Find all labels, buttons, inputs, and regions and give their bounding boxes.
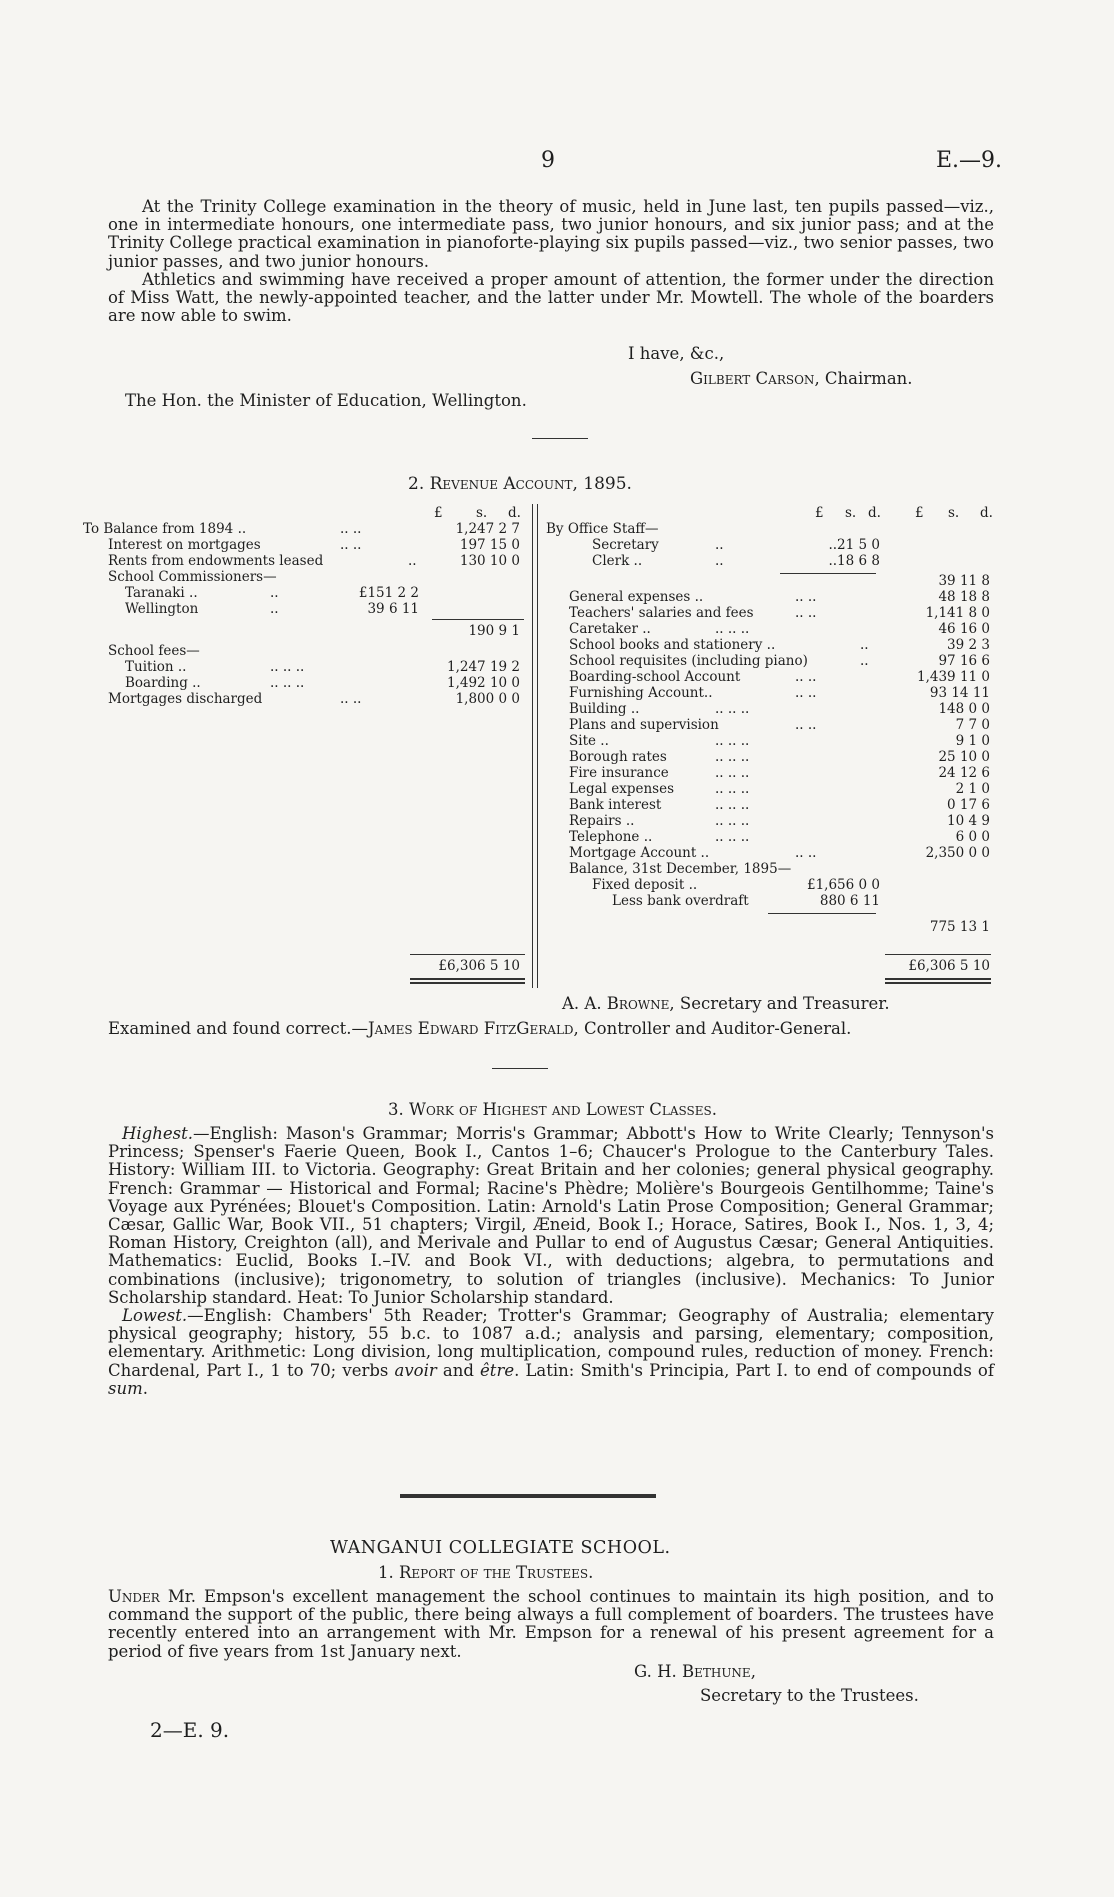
payment-dots: .. (860, 653, 869, 669)
receipt-dots: .. .. (340, 537, 362, 553)
payment-label: Clerk .. (592, 553, 643, 569)
payment-label: Site .. (569, 733, 609, 749)
payments-total-double-rule (885, 978, 991, 980)
receipt-label: Tuition .. (125, 659, 187, 675)
report-lead-word: Under (108, 1587, 160, 1606)
payments-subtotal-rule (768, 913, 876, 914)
treasurer-signature (562, 994, 890, 1013)
payment-dots: .. .. (795, 669, 817, 685)
payment-label: Fire insurance (569, 765, 669, 781)
lowest-class-text-continued: . Latin: Smith's Principia, Part I. to end of compounds of (514, 1360, 994, 1380)
payment-amount: 10 4 9 (947, 813, 990, 829)
payment-label: School requisites (including piano) (569, 653, 808, 669)
receipt-dots: .. (270, 601, 279, 617)
auditor-line (108, 1019, 851, 1038)
payment-dots: .. .. (795, 717, 817, 733)
lowest-class-end: . (142, 1378, 148, 1398)
receipt-dots: .. (408, 553, 417, 569)
receipt-dots: .. .. (340, 691, 362, 707)
payment-label: Repairs .. (569, 813, 635, 829)
payment-dots: .. .. (795, 685, 817, 701)
verb-etre: être (480, 1360, 515, 1380)
payment-amount: 0 17 6 (947, 797, 990, 813)
receipts-subtotal-rule (432, 619, 524, 620)
receipt-amount: 197 15 0 (459, 537, 520, 553)
payment-dots: .. .. (795, 845, 817, 861)
payments-total-rule (885, 954, 991, 955)
payment-label: Caretaker .. (569, 621, 651, 637)
chairman-role: , Chairman. (814, 369, 913, 388)
lowest-class-text: —English: Chambers' 5th Reader; Trotter's Grammar; Geography of Australia; elementary physical geography; history, 55 b.c. to 1087 a.d.; analysis and parsing, elementary; composition, elementary. Arithmetic: Long division, long multiplication, compound rules, reduction of money. French: Chardenal, Part I., 1 to 70; verbs (108, 1306, 994, 1380)
receipt-amount: 1,800 0 0 (455, 691, 520, 707)
trustees-report-paragraph (108, 1588, 994, 1661)
payment-dots: .. (860, 637, 869, 653)
treasurer-name: A. A. Browne (562, 994, 670, 1013)
work-section-title: 3. Work of Highest and Lowest Classes. (388, 1100, 717, 1119)
receipt-dots: .. (270, 585, 279, 601)
receipt-dots: .. .. .. (270, 675, 305, 691)
trustees-report-title: 1. Report of the Trustees. (378, 1563, 594, 1582)
payment-amount: 24 12 6 (938, 765, 990, 781)
lowest-class-paragraph (108, 1307, 994, 1398)
payment-label: Fixed deposit .. (592, 877, 698, 893)
payment-label: By Office Staff— (546, 521, 659, 537)
payment-dots: .. (715, 537, 724, 553)
receipts-shilling-header: s. (476, 505, 488, 521)
payments-pound-header-1: £ (815, 505, 824, 521)
payment-amount: 2,350 0 0 (925, 845, 990, 861)
payment-dots: .. .. .. (715, 829, 750, 845)
receipt-dots: .. .. .. (270, 659, 305, 675)
payment-label: Teachers' salaries and fees (569, 605, 754, 621)
payment-amount: 7 7 0 (955, 717, 990, 733)
closing-line: I have, &c., (628, 344, 725, 363)
payment-label: Mortgage Account .. (569, 845, 710, 861)
payment-label: Building .. (569, 701, 640, 717)
payment-dots: .. .. .. (715, 701, 750, 717)
payments-shilling-header-1: s. (845, 505, 857, 521)
payment-label: General expenses .. (569, 589, 704, 605)
sheet-mark: 2—E. 9. (150, 1718, 230, 1742)
payment-sub-amount: ..21 5 0 (828, 537, 880, 553)
receipt-label: Rents from endowments leased (108, 553, 324, 569)
payment-amount: 25 10 0 (938, 749, 990, 765)
column-rule (537, 504, 538, 988)
trustees-signatory: G. H. Bethune, (634, 1662, 756, 1681)
payment-label: Less bank overdraft (612, 893, 749, 909)
receipt-label: School fees— (108, 643, 200, 659)
payment-label: Plans and supervision (569, 717, 719, 733)
payment-amount: 1,439 11 0 (917, 669, 990, 685)
payment-dots: .. .. .. (715, 733, 750, 749)
payment-sub-amount: 880 6 11 (819, 893, 880, 909)
payment-label: Furnishing Account.. (569, 685, 713, 701)
payment-sub-amount: £1,656 0 0 (807, 877, 880, 893)
receipt-dots: .. .. (340, 521, 362, 537)
receipt-sub-amount: £151 2 2 (358, 585, 419, 601)
receipt-sub-amount: 39 6 11 (367, 601, 419, 617)
receipt-amount: 1,247 19 2 (447, 659, 520, 675)
receipt-amount: 190 9 1 (468, 623, 520, 639)
receipt-amount: 1,492 10 0 (447, 675, 520, 691)
payment-dots: .. .. .. (715, 781, 750, 797)
payment-amount: 97 16 6 (938, 653, 990, 669)
lowest-class-conjunction: and (436, 1360, 481, 1380)
school-heading: WANGANUI COLLEGIATE SCHOOL. (330, 1538, 671, 1558)
payment-amount: 48 18 8 (938, 589, 990, 605)
work-text (108, 1125, 994, 1398)
payment-label: School books and stationery .. (569, 637, 776, 653)
receipts-total: £6,306 5 10 (438, 958, 520, 974)
addressee: The Hon. the Minister of Education, Wellington. (125, 391, 527, 410)
receipts-total-double-rule (410, 982, 525, 984)
payment-dots: .. .. .. (715, 765, 750, 781)
highest-class-paragraph (108, 1125, 994, 1307)
payment-label: Secretary (592, 537, 659, 553)
payments-total: £6,306 5 10 (908, 958, 990, 974)
receipt-label: Mortgages discharged (108, 691, 263, 707)
payment-amount: 148 0 0 (938, 701, 990, 717)
payment-dots: .. .. .. (715, 813, 750, 829)
trustees-signatory-role: Secretary to the Trustees. (700, 1686, 919, 1705)
payment-sub-amount: ..18 6 8 (828, 553, 880, 569)
receipt-amount: 1,247 2 7 (455, 521, 520, 537)
treasurer-role: , Secretary and Treasurer. (669, 994, 890, 1013)
receipts-total-rule (410, 954, 525, 955)
payment-label: Telephone .. (569, 829, 653, 845)
payment-dots: .. .. .. (715, 749, 750, 765)
receipt-label: Wellington (125, 601, 199, 617)
payment-label: Boarding-school Account (569, 669, 741, 685)
receipt-label: Interest on mortgages (108, 537, 261, 553)
payment-dots: .. .. .. (715, 797, 750, 813)
payment-amount: 46 16 0 (938, 621, 990, 637)
payment-dots: .. .. .. (715, 621, 750, 637)
receipts-pence-header: d. (508, 505, 521, 521)
chairman-name: Gilbert Carson (690, 369, 815, 388)
payment-amount: 775 13 1 (929, 919, 990, 935)
payments-pence-header-1: d. (868, 505, 881, 521)
music-paragraph: At the Trinity College examination in the theory of music, held in June last, ten pupils passed—viz., one in intermediate honours, one intermediate pass, two junior honours, and six junior pass; and at the Trinity College practical examination in pianoforte-playing six pupils passed—viz., two senior passes, two junior passes, and two junior honours. (108, 197, 994, 271)
receipt-amount: 130 10 0 (459, 553, 520, 569)
payments-pence-header-2: d. (980, 505, 993, 521)
revenue-account-title: 2. Revenue Account, 1895. (408, 474, 632, 494)
payment-label: Legal expenses (569, 781, 675, 797)
verb-avoir: avoir (394, 1360, 437, 1380)
payment-dots: .. (715, 553, 724, 569)
auditor-name: James Edward FitzGerald (368, 1019, 574, 1038)
payment-dots: .. .. (795, 589, 817, 605)
receipts-pound-header: £ (434, 505, 443, 521)
payment-amount: 1,141 8 0 (925, 605, 990, 621)
report-body: Mr. Empson's excellent management the school continues to maintain its high position, and to command the support of the public, there being always a full complement of boarders. The trustees have recently entered into an arrangement with Mr. Empson for a renewal of his present agreement for a period of five years from 1st January next. (108, 1587, 994, 1661)
highest-label: Highest. (122, 1124, 193, 1143)
highest-class-text: —English: Mason's Grammar; Morris's Grammar; Abbott's How to Write Clearly; Tennyson's Princess; Spenser's Faerie Queen, Book I., Cantos 1–6; Chaucer's Prologue to the Canterbury Tales. History: William III. to Victoria. Geography: Great Britain and her colonies; general physical geography. French: Grammar — Historical and Formal; Racine's Phèdre; Molière's Bourgeois Gentilhomme; Taine's Voyage aux Pyrénées; Blouet's Composition. Latin: Arnold's Latin Prose Composition; General Grammar; Cæsar, Gallic War, Book VII., 51 chapters; Virgil, Æneid, Book I.; Horace, Satires, Book I., Nos. 1, 3, 4; Roman History, Creighton (all), and Merivale and Pullar to end of Augustus Cæsar; General Antiquities. Mathematics: Euclid, Books I.–IV. and Book VI., with deductions; algebra, to permutations and combinations (inclusive); trigonometry, to solution of triangles (inclusive). Mechanics: To Junior Scholarship standard. Heat: To Junior Scholarship standard. (108, 1124, 994, 1307)
payment-label: Balance, 31st December, 1895— (569, 861, 792, 877)
payment-dots: .. .. (795, 605, 817, 621)
auditor-role: , Controller and Auditor-General. (573, 1019, 852, 1038)
receipt-label: School Commissioners— (108, 569, 277, 585)
payment-label: Bank interest (569, 797, 662, 813)
payments-total-double-rule (885, 982, 991, 984)
payment-amount: 2 1 0 (955, 781, 990, 797)
receipt-label: Boarding .. (125, 675, 201, 691)
payment-amount: 93 14 11 (929, 685, 990, 701)
divider-short (492, 1068, 548, 1069)
payment-amount: 6 0 0 (955, 829, 990, 845)
payments-pound-header-2: £ (915, 505, 924, 521)
auditor-prefix: Examined and found correct.— (108, 1019, 369, 1038)
receipt-label: To Balance from 1894 .. (83, 521, 247, 537)
section-divider-thick (400, 1494, 656, 1498)
payment-amount: 39 11 8 (938, 573, 990, 589)
payments-subtotal-rule (780, 573, 876, 574)
receipt-label: Taranaki .. (125, 585, 198, 601)
payment-label: Borough rates (569, 749, 667, 765)
payment-amount: 39 2 3 (947, 637, 990, 653)
document-reference: E.—9. (936, 148, 1003, 173)
word-sum: sum (108, 1378, 143, 1398)
athletics-paragraph: Athletics and swimming have received a proper amount of attention, the former under the direction of Miss Watt, the newly-appointed teacher, and the latter under Mr. Mowtell. The whole of the boarders are now able to swim. (108, 269, 994, 326)
page-number: 9 (541, 148, 555, 173)
payment-amount: 9 1 0 (955, 733, 990, 749)
lowest-label: Lowest. (122, 1306, 188, 1326)
receipts-total-double-rule (410, 978, 525, 980)
column-rule (532, 504, 533, 988)
payments-shilling-header-2: s. (948, 505, 960, 521)
trustees-report-text (108, 1588, 994, 1661)
